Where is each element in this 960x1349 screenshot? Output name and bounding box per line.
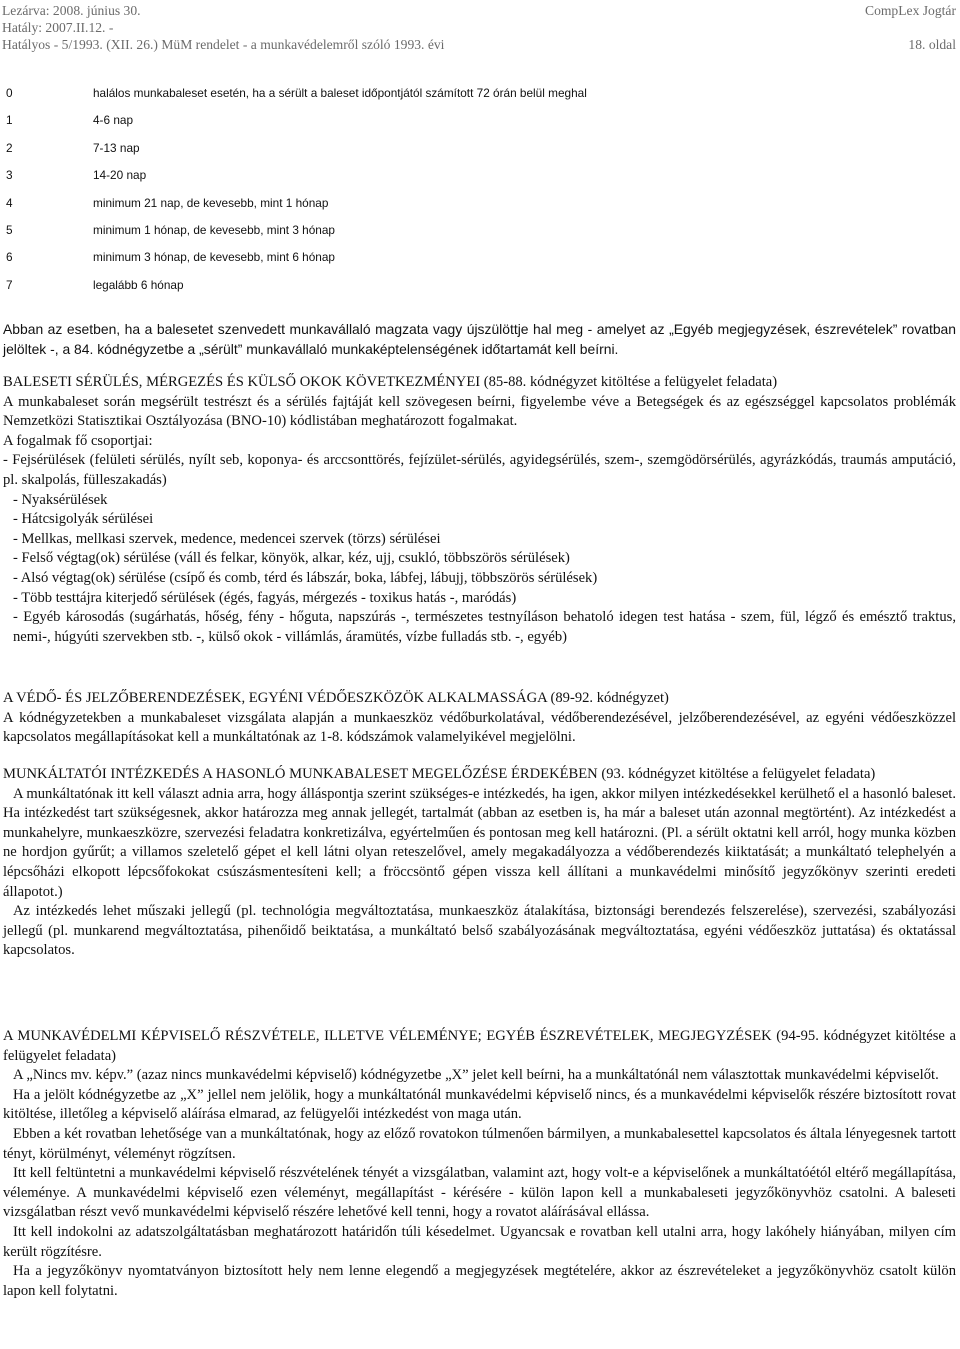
section-safety-representative [3,1027,956,1301]
paragraph: Ebben a két rovatban lehetősége van a munkáltatónak, hogy az előző rovatokon túlmenően bármilyen, a munkabalesettel kapcsolatos és általa lényegesnek tartott tényt, körülményt, véleményt rögzítsen. [3,1125,956,1162]
code-text: 14-20 nap [93,168,147,183]
section-protective-equipment [3,689,956,748]
code-number: 5 [6,222,13,237]
code-list [0,84,960,303]
code-number: 2 [6,140,13,155]
paragraph: A fogalmak fő csoportjai: [3,432,153,449]
list-item: - Hátcsigolyák sérülései [13,511,154,528]
list-item [0,276,960,303]
paragraph: A munkabaleset során megsérült testrészt és a sérülés fajtáját kell szövegesen beírni, figyelembe véve a Betegségek és az egészséggel kapcsolatos problémák Nemzetközi Statisztikai Osztályozása (BNO-10) kódlistában meghatározott fogalmakat. [3,393,956,430]
note-paragraph: Abban az esetben, ha a balesetet szenvedett munkavállaló magzata vagy újszülöttje hal meg - amelyet az „Egyéb megjegyzések, észrevételek” rovatban jelöltek -, a 84. kódnégyzetbe a „sérült” munkavállaló munkaképtelenségének időtartamát kell beírni. [3,321,956,358]
paragraph: A munkáltatónak itt kell választ adnia arra, hogy álláspontja szerint szükséges-e intézkedés, ha igen, akkor milyen intézkedésekkel kerülhető el a hasonló baleset. Ha intézkedést tart szükségesnek, akkor határozza meg annak jellegét, tartalmát (abban az esetben is, ha már a baleset után azonnal megtörtént). Az intézkedést a munkahelyre, munkaeszközre, szervezési feladatra konkretizálva, egyértelműen és pontosan meg kell határozni. (Pl. a sérült oktatni kell arról, hogy munka közben ne hordjon gyűrűt; a villamos szeletelő gépet el kell látni olyan reteszelővel, amely megakadályozza a védőberendezés kiiktatását; a munkáltató telephelyén a lépcsőházi elkopott lépcsőfokokat csúszásmentesíteni kell; a fröccsöntő gépen vissza kell állítani a munkavédelmi minősítő jegyzőkönyv szerinti eredeti állapotot.) [3,785,956,900]
code-number: 6 [6,250,13,265]
code-number: 4 [6,195,13,210]
list-item: - Mellkas, mellkasi szervek, medence, medencei szervek (törzs) sérülései [13,530,441,547]
header-left [2,2,444,53]
paragraph: Az intézkedés lehet műszaki jellegű (pl. technológia megváltoztatása, munkaeszköz átalakítása, biztonsági berendezés felszerelése), szervezési, szabályozási jellegű (pl. munkarend megváltoztatása, pihenőidő beiktatása, a munkáltató belső szabályozásának megváltoztatása, egyéni védőeszköz juttatása) és oktatással kapcsolatos. [3,903,956,959]
section-heading: MUNKÁLTATÓI INTÉZKEDÉS A HASONLÓ MUNKABALESET MEGELŐZÉSE ÉRDEKÉBEN (93. kódnégyzet kitöltése a felügyelet feladata) [3,766,876,782]
section-heading: A VÉDŐ- ÉS JELZŐBERENDEZÉSEK, EGYÉNI VÉDŐESZKÖZÖK ALKALMASSÁGA (89-92. kódnégyzet) [3,690,669,706]
code-number: 1 [6,113,13,128]
code-number: 7 [6,277,13,292]
effect-date: Hatály: 2007.II.12. - [2,20,114,35]
document-title: Hatályos - 5/1993. (XII. 26.) MüM rendelet - a munkavédelemről szóló 1993. évi [2,37,445,52]
paragraph: Ha a jelölt kódnégyzetbe az „X” jellel nem jelölik, hogy a munkáltatónál munkavédelmi képviselő nincs, és a munkavédelmi képviselők részére biztosított rovat kitöltése, illetőleg a képviselő aláírása elmarad, az felügyelői intézkedést von maga után. [3,1086,956,1123]
list-item: - Alsó végtag(ok) sérülése (csípő és comb, térd és lábszár, boka, lábfej, lábujj, többszörös sérülések) [13,569,598,586]
header-right [865,2,956,53]
list-item: - Felső végtag(ok) sérülése (váll és felkar, könyök, alkar, kéz, ujj, csukló, többszörös sérülések) [13,550,570,567]
code-text: 7-13 nap [93,140,140,155]
code-text: minimum 21 nap, de kevesebb, mint 1 hónap [93,195,329,210]
code-number: 3 [6,168,13,183]
list-item: - Több testtájra kiterjedő sérülések (égés, fagyás, mérgezés - toxikus hatás -, maródás) [13,589,517,606]
list-item: - Egyéb károsodás (sugárhatás, hőség, fény - hőguta, napszúrás -, természetes testnyíláson behatoló idegen test hatása - szem, fül, légző és emésztő traktus, nemi-, húgyúti szervekben stb. -, külső okok - villámlás, áramütés, vízbe fulladás stb. -, egyéb) [13,609,956,645]
list-item [0,139,960,166]
list-item: - Nyaksérülések [13,491,108,508]
list-item: - Fejsérülések (felületi sérülés, nyílt seb, koponya- és arccsonttörés, fejízület-sérülés, agyidegsérülés, szem-, szemgödörsérülés, agyrázkódás, traumás amputáció, pl. skalpolás, fülleszakadás) [3,452,956,488]
section-employer-measures [3,765,956,961]
code-text: minimum 1 hónap, de kevesebb, mint 3 hónap [93,222,335,237]
list-item [0,111,960,138]
paragraph: A kódnégyzetekben a munkabaleset vizsgálata alapján a munkaeszköz védőburkolatával, védőberendezésével, jelzőberendezésével, az egyéni védőeszközzel kapcsolatos megállapításokat kell a munkáltatónak az 1-8. kódszámok valamelyikével megjelölni. [3,709,956,746]
code-text: legalább 6 hónap [93,277,184,292]
list-item [0,248,960,275]
section-heading: A MUNKAVÉDELMI KÉPVISELŐ RÉSZVÉTELE, ILLETVE VÉLEMÉNYE; EGYÉB ÉSZREVÉTELEK, MEGJEGYZÉSEK (94-95. kódnégyzet kitöltése a felügyelet feladata) [3,1028,956,1064]
paragraph: Ha a jegyzőkönyv nyomtatványon biztosított hely nem lenne elegendő a megjegyzések megtételére, akkor az észrevételeket a jegyzőkönyvhöz csatolt külön lapon kell folytatni. [3,1263,956,1299]
code-text: 4-6 nap [93,113,134,128]
list-item [0,221,960,248]
page-number: 18. oldal [908,37,956,52]
section-injuries [3,373,956,647]
list-item [0,166,960,193]
list-item [0,194,960,221]
closing-date: Lezárva: 2008. június 30. [2,3,141,18]
brand-label: CompLex Jogtár [865,3,956,18]
section-heading: BALESETI SÉRÜLÉS, MÉRGEZÉS ÉS KÜLSŐ OKOK KÖVETKEZMÉNYEI (85-88. kódnégyzet kitöltése a felügyelet feladata) [3,374,778,390]
code-text: minimum 3 hónap, de kevesebb, mint 6 hónap [93,250,335,265]
paragraph: A „Nincs mv. képv.” (azaz nincs munkavédelmi képviselő) kódnégyzetbe „X” jelet kell beírni, ha a munkáltatónál nem választottak munkavédelmi képviselőt. [13,1067,939,1084]
paragraph: Itt kell feltüntetni a munkavédelmi képviselő részvételének tényét a vizsgálatban, valamint azt, hogy volt-e a képviselőnek a munkáltatóétól eltérő megállapítása, véleménye. A munkavédelmi képviselő ezen véleményt, megállapítást - kérésére - külön lapon kell a munkabaleseti jegyzőkönyvhöz csatolni. A baleseti vizsgálatban részt vevő munkavédelmi képviselő részére lehetővé kell tenni, hogy a rovatot aláírásával ellássa. [3,1165,956,1221]
list-item [0,84,960,111]
code-number: 0 [6,86,13,100]
code-text: halálos munkabaleset esetén, ha a sérült a baleset időpontjától számított 72 órán belül meghal [93,86,587,100]
paragraph: Itt kell indokolni az adatszolgáltatásban meghatározott határidőn túli késedelmet. Ugyancsak e rovatban kell utalni arra, hogy lakóhely hiányában, milyen cím került rögzítésre. [3,1223,956,1260]
